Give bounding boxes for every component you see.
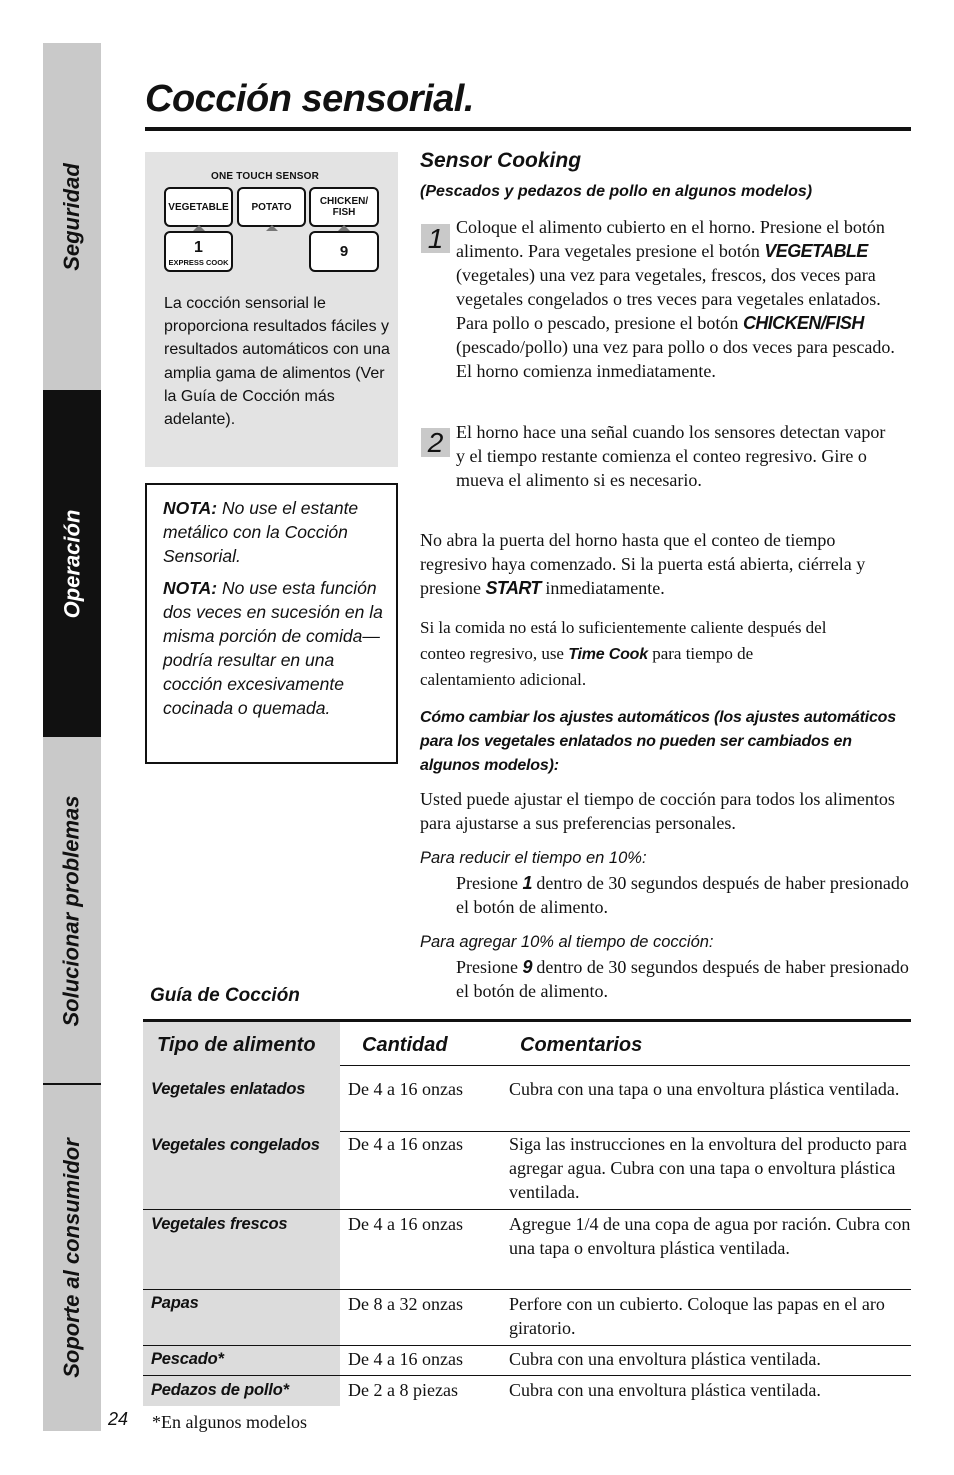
adjust-paragraph: Usted puede ajustar el tiempo de cocción para todos los alimentos para ajustarse a sus preferencias personales. xyxy=(420,789,895,833)
one-key-label: 1 xyxy=(194,239,203,256)
step-number: 1 xyxy=(421,224,450,253)
title-rule xyxy=(145,127,911,131)
add-text xyxy=(456,955,914,1003)
vegetable-key-label: VEGETABLE xyxy=(168,201,229,213)
reduce-text xyxy=(456,871,914,919)
table-header-quantity: Cantidad xyxy=(362,1034,448,1056)
vegetable-key xyxy=(164,187,233,227)
note-label: NOTA: xyxy=(163,498,218,518)
note-box xyxy=(145,483,398,764)
panel-description: La cocción sensorial le proporciona resultados fáciles y resultados automáticos con una amplia gama de alimentos (Ver la Guía de Cocción más adelante). xyxy=(164,295,390,429)
table-cell-food: Vegetales frescos xyxy=(151,1215,288,1233)
table-cell-food: Pescado* xyxy=(151,1350,224,1368)
chicken-fish-key-label: CHICKEN/ FISH xyxy=(319,196,369,218)
page-number: 24 xyxy=(108,1409,129,1429)
guide-title: Guía de Cocción xyxy=(150,985,300,1006)
table-cell-food: Vegetales congelados xyxy=(151,1136,320,1154)
text-run: para tiempo de calentamiento adicional. xyxy=(420,644,754,689)
tab-soporte-consumidor[interactable] xyxy=(43,1085,101,1431)
chicken-fish-key xyxy=(309,187,379,227)
table-cell-comment: Cubra con una envoltura plástica ventilada. xyxy=(509,1380,821,1400)
text-run: Presione xyxy=(456,957,523,977)
table-cell-quantity: De 4 a 16 onzas xyxy=(348,1134,463,1154)
section-subtitle: (Pescados y pedazos de pollo en algunos modelos) xyxy=(420,183,813,200)
panel-header: ONE TOUCH SENSOR xyxy=(211,171,320,182)
tab-solucionar-problemas[interactable] xyxy=(43,737,101,1084)
note-label: NOTA: xyxy=(163,578,218,598)
table-header-food: Tipo de alimento xyxy=(157,1034,316,1056)
add-label: Para agregar 10% al tiempo de cocción: xyxy=(420,933,714,951)
arrow-icon xyxy=(266,225,278,231)
potato-key-label: POTATO xyxy=(251,201,292,213)
table-rule xyxy=(340,1065,910,1066)
tab-label: Seguridad xyxy=(59,162,85,271)
step-number: 2 xyxy=(421,428,450,457)
page-title: Cocción sensorial. xyxy=(145,78,474,120)
nine-key xyxy=(309,231,379,272)
potato-key xyxy=(237,187,306,227)
step-1-text xyxy=(456,215,912,383)
tab-seguridad[interactable] xyxy=(43,43,101,390)
tab-label: Solucionar problemas xyxy=(59,794,84,1027)
footnote: *En algunos modelos xyxy=(152,1412,307,1432)
express-cook-key xyxy=(164,231,233,272)
text-run: dentro de 30 segundos después de haber presionado el botón de alimento. xyxy=(456,873,909,917)
table-rule xyxy=(143,1375,911,1376)
text-run: (vegetales) una vez para vegetales, frescos, dos veces para vegetales congelados o tres veces para vegetales enlatados. Para pollo o pescado, presione el botón xyxy=(456,265,881,333)
table-cell-comment: Perfore con un cubierto. Coloque las papas en el aro giratorio. xyxy=(509,1294,885,1338)
vegetable-button-name: VEGETABLE xyxy=(764,241,868,261)
key-name: 9 xyxy=(522,957,532,977)
table-cell-quantity: De 2 a 8 piezas xyxy=(348,1380,458,1400)
tab-label: Soporte al consumidor xyxy=(59,1138,84,1378)
express-cook-label: EXPRESS COOK xyxy=(168,258,229,267)
nine-key-label: 9 xyxy=(339,243,349,260)
table-cell-quantity: De 4 a 16 onzas xyxy=(348,1214,463,1234)
text-run: Si la comida no está lo suficientemente caliente después del conteo regresivo, use xyxy=(420,618,827,663)
table-cell-food: Vegetales enlatados xyxy=(151,1080,306,1098)
step-2-text: El horno hace una señal cuando los sensores detectan vapor y el tiempo restante comienza el conteo regresivo. Gire o mueva el alimento si es necesario. xyxy=(456,422,886,490)
table-cell-comment: Cubra con una tapa o una envoltura plástica ventilada. xyxy=(509,1079,900,1099)
text-run: Coloque el alimento cubierto en el horno. Presione el botón alimento. Para vegetales presione el botón xyxy=(456,217,885,261)
table-cell-quantity: De 4 a 16 onzas xyxy=(348,1079,463,1099)
reduce-label: Para reducir el tiempo en 10%: xyxy=(420,849,647,867)
table-cell-comment: Siga las instrucciones en la envoltura del producto para agregar agua. Cubra con una tapa o envoltura plástica ventilada. xyxy=(509,1134,907,1202)
table-rule xyxy=(143,1289,911,1290)
note-text: No use el estante metálico con la Cocción Sensorial. xyxy=(163,498,359,566)
sensor-panel xyxy=(145,152,398,467)
table-rule xyxy=(143,1345,911,1346)
text-run: inmediatamente. xyxy=(540,578,665,598)
note-2 xyxy=(163,576,383,720)
time-cook-button-name: Time Cook xyxy=(568,646,648,663)
table-cell-quantity: De 8 a 32 onzas xyxy=(348,1294,463,1314)
text-run: Presione xyxy=(456,873,523,893)
tab-operacion[interactable] xyxy=(43,390,101,737)
chicken-fish-button-name: CHICKEN/FISH xyxy=(742,313,864,333)
table-cell-quantity: De 4 a 16 onzas xyxy=(348,1349,463,1369)
table-cell-food: Pedazos de pollo* xyxy=(151,1381,289,1399)
text-run: No abra la puerta del horno hasta que el conteo de tiempo regresivo haya comenzado. Si la puerta está abierta, ciérrela y presione xyxy=(420,530,866,598)
door-paragraph xyxy=(420,528,890,600)
text-run: (pescado/pollo) una vez para pollo o dos veces para pescado. El horno comienza inmediatamente. xyxy=(456,337,895,381)
tab-label: Operación xyxy=(59,509,84,618)
table-header-comments: Comentarios xyxy=(520,1034,643,1056)
key-name: 1 xyxy=(522,873,532,893)
table-rule xyxy=(143,1209,911,1210)
section-title: Sensor Cooking xyxy=(420,149,582,172)
text-run: dentro de 30 segundos después de haber presionado el botón de alimento. xyxy=(456,957,909,1001)
table-cell-comment: Agregue 1/4 de una copa de agua por ración. Cubra con una tapa o envoltura plástica ventilada. xyxy=(509,1214,911,1258)
table-cell-food: Papas xyxy=(151,1294,199,1312)
note-text: No use esta función dos veces en sucesión en la misma porción de comida—podría resultar en una cocción excesivamente cocinada o quemada. xyxy=(163,578,383,718)
time-cook-paragraph xyxy=(420,615,840,693)
adjust-heading: Cómo cambiar los ajustes automáticos (los ajustes automáticos para los vegetales enlatados no pueden ser cambiados en algunos modelos): xyxy=(420,709,896,774)
start-button-name: START xyxy=(485,578,541,598)
note-1 xyxy=(163,496,383,568)
table-cell-comment: Cubra con una envoltura plástica ventilada. xyxy=(509,1349,821,1369)
